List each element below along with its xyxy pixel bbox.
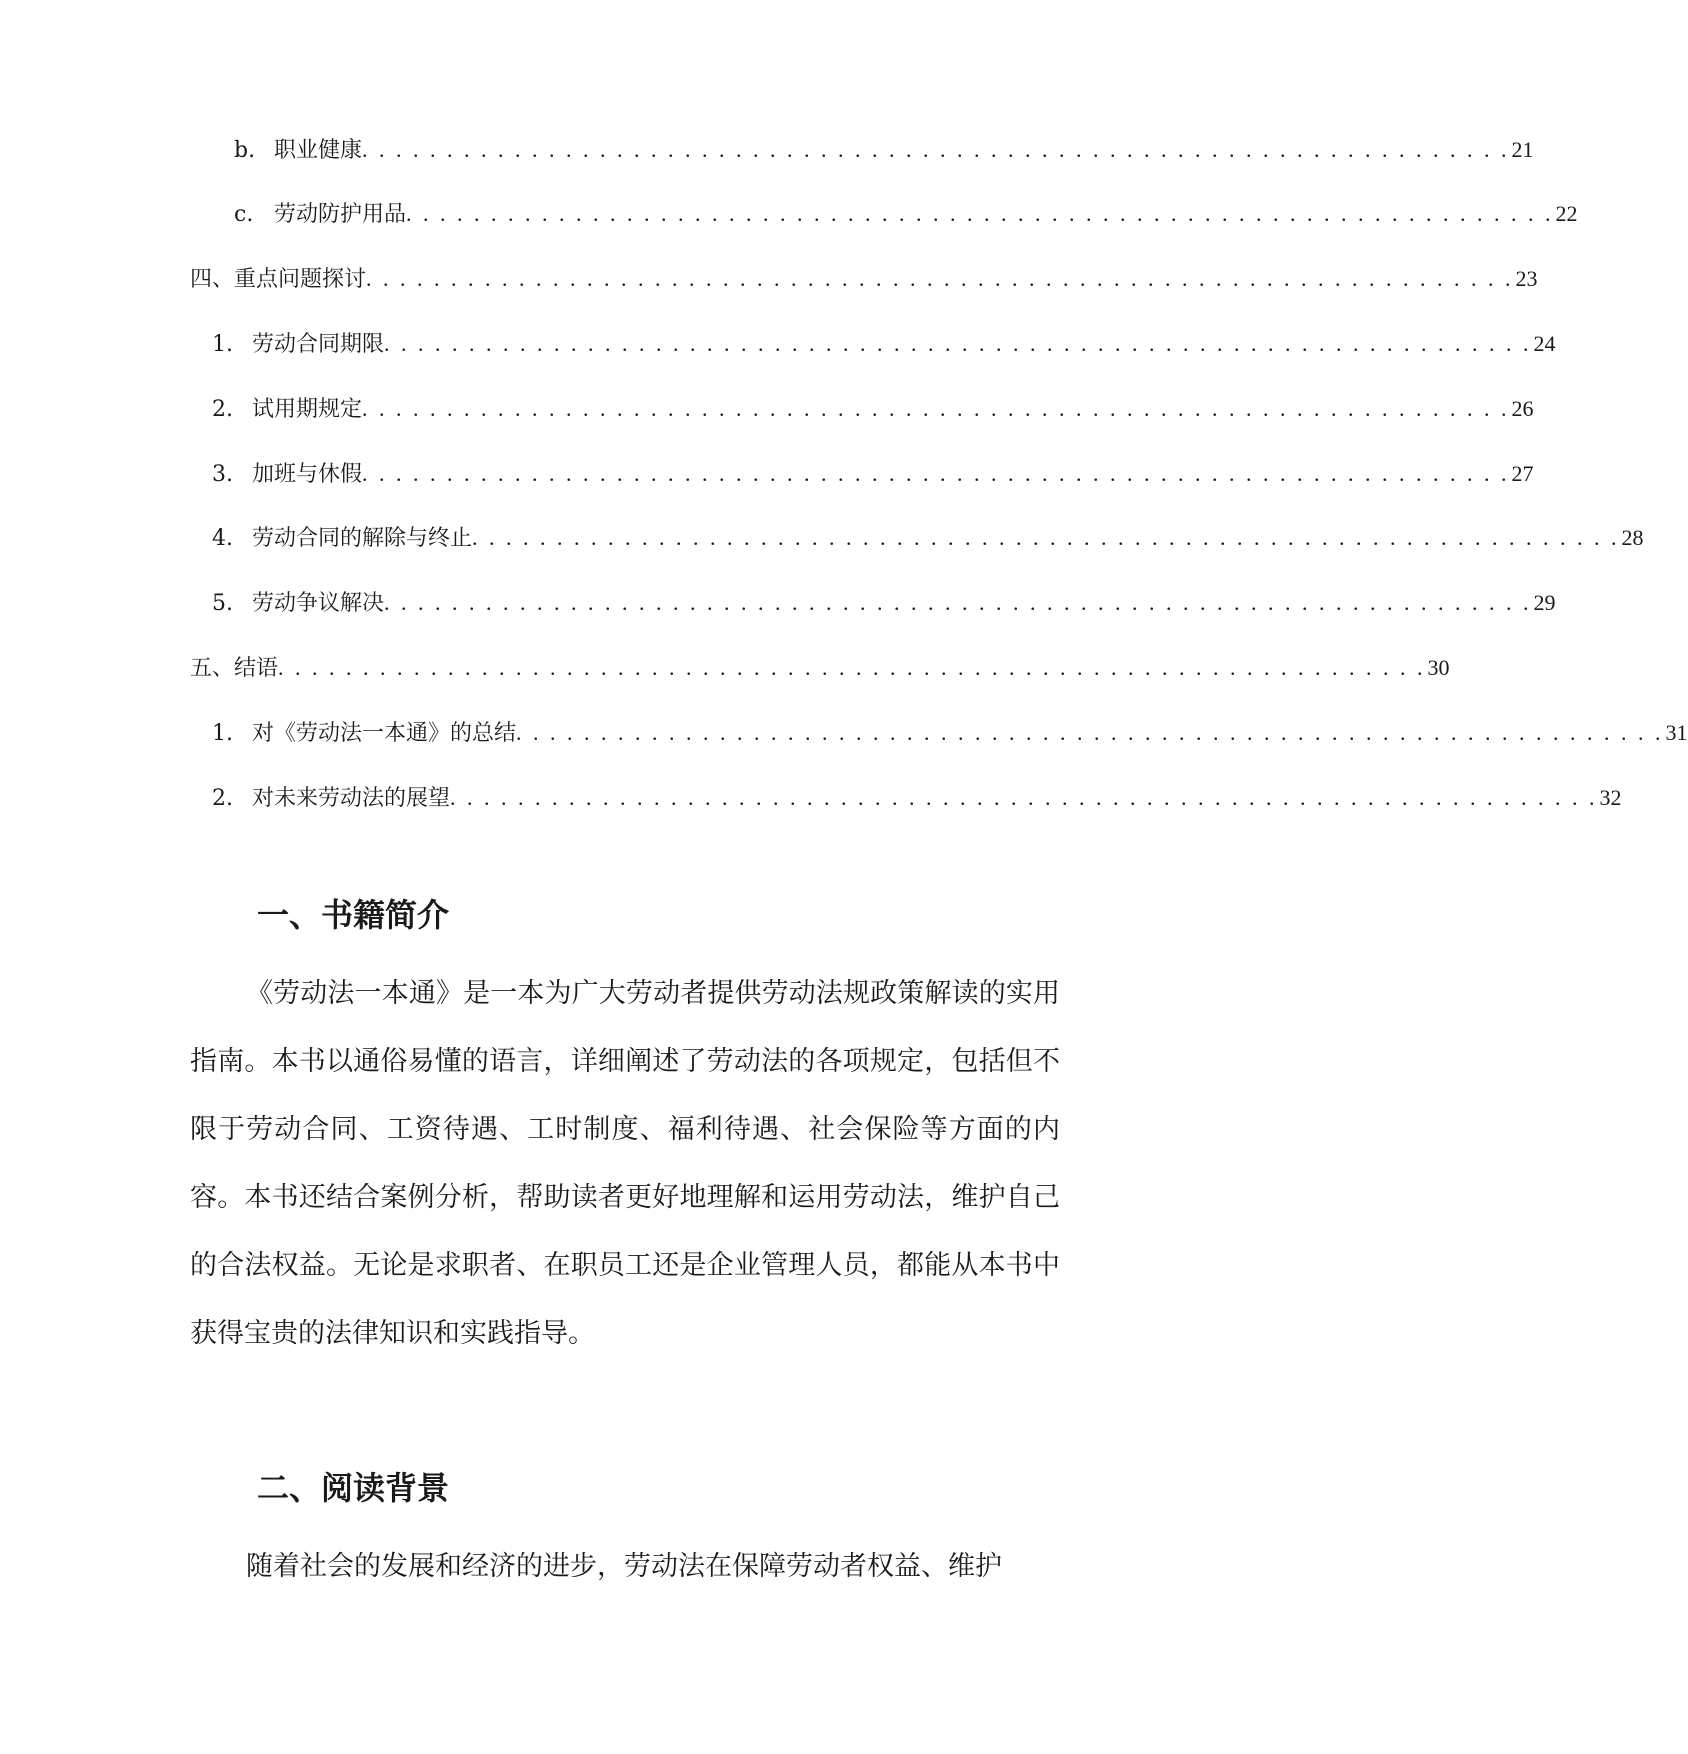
toc-entry[interactable] xyxy=(190,653,1450,683)
toc-entry[interactable] xyxy=(212,783,1622,813)
toc-leader-dots: . . . . . . . . . . . . . . . . . . . . . . . . . . . . . . . . . . . . . . . . . . . . . . . . . . . . . . . . . . . . . . . . . . . . xyxy=(362,461,1510,486)
toc-entry-title: 劳动防护用品 xyxy=(274,202,407,227)
toc-leader-dots: . . . . . . . . . . . . . . . . . . . . . . . . . . . . . . . . . . . . . . . . . . . . . . . . . . . . . . . . . . . . . . . . . . . . xyxy=(362,396,1510,421)
toc-entry-title: 职业健康 xyxy=(274,138,363,163)
toc-entry[interactable] xyxy=(212,588,1556,618)
toc-entry-title: 劳动争议解决 xyxy=(252,591,385,616)
toc-entry-page: 26 xyxy=(1511,396,1534,421)
toc-entry-number: 1. xyxy=(212,332,233,357)
toc-entry-number: 2. xyxy=(212,786,233,811)
toc-entry-title: 对未来劳动法的展望 xyxy=(252,786,451,811)
toc-entry[interactable] xyxy=(234,199,1578,229)
toc-entry-title: 四、重点问题探讨 xyxy=(190,267,367,292)
toc-entry-number: 2. xyxy=(212,397,233,422)
toc-entry-page: 24 xyxy=(1533,331,1556,356)
toc-leader-dots: . . . . . . . . . . . . . . . . . . . . . . . . . . . . . . . . . . . . . . . . . . . . . . . . . . . . . . . . . . . . . . . . . . . . xyxy=(406,201,1554,226)
toc-entry-number: 1. xyxy=(212,721,233,746)
toc-entry-number: b. xyxy=(234,138,256,163)
toc-entry-title: 加班与休假 xyxy=(252,462,363,487)
toc-entry-number: 3. xyxy=(212,462,233,487)
toc-entry[interactable] xyxy=(212,459,1534,489)
toc-leader-dots: . . . . . . . . . . . . . . . . . . . . . . . . . . . . . . . . . . . . . . . . . . . . . . . . . . . . . . . . . . . . . . . . . . . . xyxy=(384,590,1532,615)
toc-leader-dots: . . . . . . . . . . . . . . . . . . . . . . . . . . . . . . . . . . . . . . . . . . . . . . . . . . . . . . . . . . . . . . . . . . . . xyxy=(362,137,1510,162)
toc-entry[interactable] xyxy=(190,264,1538,294)
toc-entry-page: 28 xyxy=(1621,525,1644,550)
toc-entry-title: 劳动合同期限 xyxy=(252,332,385,357)
section-heading: 二、阅读背景 xyxy=(257,1469,450,1507)
toc-entry-page: 23 xyxy=(1515,266,1538,291)
toc-entry-title: 劳动合同的解除与终止 xyxy=(252,526,473,551)
toc-leader-dots: . . . . . . . . . . . . . . . . . . . . . . . . . . . . . . . . . . . . . . . . . . . . . . . . . . . . . . . . . . . . . . . . . . . . xyxy=(384,331,1532,356)
toc-entry-number: 4. xyxy=(212,526,233,551)
toc-entry-page: 30 xyxy=(1427,655,1450,680)
toc-entry[interactable] xyxy=(234,135,1534,165)
toc-leader-dots: . . . . . . . . . . . . . . . . . . . . . . . . . . . . . . . . . . . . . . . . . . . . . . . . . . . . . . . . . . . . . . . . . . . . xyxy=(366,266,1514,291)
toc-entry[interactable] xyxy=(212,523,1644,553)
toc-entry-title: 五、结语 xyxy=(190,656,279,681)
toc-entry-number: 5. xyxy=(212,591,233,616)
toc-entry-page: 27 xyxy=(1511,461,1534,486)
section-paragraph: 随着社会的发展和经济的进步，劳动法在保障劳动者权益、维护 xyxy=(246,1551,1002,1582)
toc-entry-page: 22 xyxy=(1555,201,1578,226)
toc-entry-title: 对《劳动法一本通》的总结 xyxy=(252,721,517,746)
toc-entry-page: 31 xyxy=(1665,720,1688,745)
toc-entry[interactable] xyxy=(212,394,1534,424)
toc-entry[interactable] xyxy=(212,718,1688,748)
toc-entry-page: 29 xyxy=(1533,590,1556,615)
toc-entry-page: 32 xyxy=(1599,785,1622,810)
section-paragraph: 《劳动法一本通》是一本为广大劳动者提供劳动法规政策解读的实用指南。本书以通俗易懂的语言，详细阐述了劳动法的各项规定，包括但不限于劳动合同、工资待遇、工时制度、福利待遇、社会保险等方面的内容。本书还结合案例分析，帮助读者更好地理解和运用劳动法，维护自己的合法权益。无论是求职者、在职员工还是企业管理人员，都能从本书中获得宝贵的法律知识和实践指导。 xyxy=(190,978,1060,1349)
toc-entry-number: c. xyxy=(234,202,254,227)
toc-leader-dots: . . . . . . . . . . . . . . . . . . . . . . . . . . . . . . . . . . . . . . . . . . . . . . . . . . . . . . . . . . . . . . . . . . . . xyxy=(278,655,1426,680)
toc-entry[interactable] xyxy=(212,329,1556,359)
section-heading: 一、书籍简介 xyxy=(257,896,450,934)
toc-leader-dots: . . . . . . . . . . . . . . . . . . . . . . . . . . . . . . . . . . . . . . . . . . . . . . . . . . . . . . . . . . . . . . . . . . . . xyxy=(472,525,1620,550)
toc-leader-dots: . . . . . . . . . . . . . . . . . . . . . . . . . . . . . . . . . . . . . . . . . . . . . . . . . . . . . . . . . . . . . . . . . . . . xyxy=(516,720,1664,745)
toc-entry-title: 试用期规定 xyxy=(252,397,363,422)
toc-entry-page: 21 xyxy=(1511,137,1534,162)
toc-leader-dots: . . . . . . . . . . . . . . . . . . . . . . . . . . . . . . . . . . . . . . . . . . . . . . . . . . . . . . . . . . . . . . . . . . . . xyxy=(450,785,1598,810)
